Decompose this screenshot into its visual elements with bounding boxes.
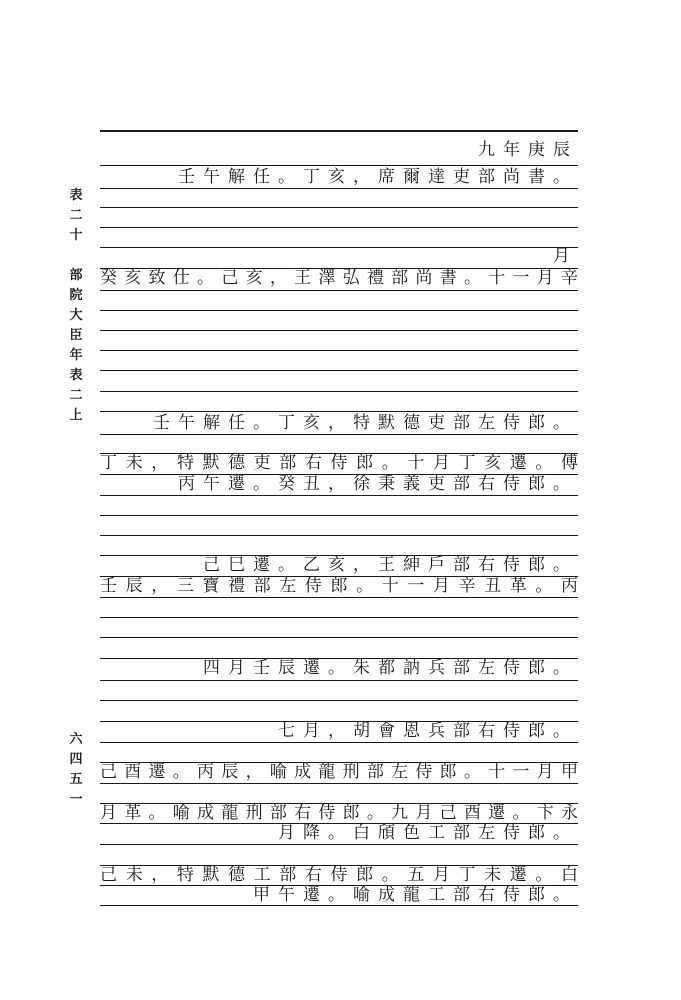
chapter-label xyxy=(66,186,86,246)
rule-line xyxy=(100,700,578,701)
title-char: 臣 xyxy=(69,328,83,343)
page-number xyxy=(66,730,86,810)
chapter-char: 表 xyxy=(69,188,83,203)
entry-line: 甲午遷。喻成龍工部右侍郎。 xyxy=(253,885,578,905)
rule-line xyxy=(100,290,578,291)
rule-line xyxy=(100,130,578,132)
title-char: 部 xyxy=(69,268,83,283)
entry-line: 丁未，特默德吏部右侍郎。十月丁亥遷。傅 xyxy=(100,453,578,473)
entry-line: 月革。喻成龍刑部右侍郎。九月己酉遷。卞永 xyxy=(100,803,578,823)
title-char: 二 xyxy=(69,388,83,403)
entry-line: 月 xyxy=(553,246,578,266)
rule-line xyxy=(100,310,578,311)
rule-line xyxy=(100,637,578,638)
entry-line: 壬午解任。丁亥，席爾達吏部尚書。 xyxy=(178,167,578,187)
rule-line xyxy=(100,370,578,371)
entry-line: 己酉遷。丙辰，喻成龍刑部左侍郎。十一月甲 xyxy=(100,762,578,782)
title-char: 表 xyxy=(69,368,83,383)
entry-line: 月降。白頎色工部左侍郎。 xyxy=(278,823,578,843)
chapter-char: 十 xyxy=(69,228,83,243)
chapter-char: 二 xyxy=(69,208,83,223)
rule-line xyxy=(100,515,578,516)
rule-line xyxy=(100,207,578,208)
rule-line xyxy=(100,330,578,331)
entry-line: 癸亥致仕。己亥，王澤弘禮部尚書。十一月辛 xyxy=(100,268,578,288)
entry-line: 丙午遷。癸丑，徐秉義吏部右侍郎。 xyxy=(178,474,578,494)
entry-line: 壬午解任。丁亥，特默德吏部左侍郎。 xyxy=(153,413,578,433)
title-char: 年 xyxy=(69,348,83,363)
rule-line xyxy=(100,350,578,351)
rule-line xyxy=(100,680,578,681)
entry-line: 己未，特默德工部右侍郎。五月丁未遷。白 xyxy=(100,865,578,885)
book-title xyxy=(66,266,86,426)
rule-line xyxy=(100,391,578,392)
rule-line xyxy=(100,227,578,228)
rule-line xyxy=(100,617,578,618)
entry-line: 四月壬辰遷。朱都訥兵部左侍郎。 xyxy=(203,658,578,678)
entry-line: 己巳遷。乙亥，王紳戶部右侍郎。 xyxy=(203,555,578,575)
page-number-char: 四 xyxy=(69,752,83,767)
page-number-char: 一 xyxy=(69,792,83,807)
title-char: 上 xyxy=(69,408,83,423)
page-number-char: 五 xyxy=(69,772,83,787)
year-heading: 九年庚辰 xyxy=(478,140,578,160)
entry-line: 壬辰，三寶禮部左侍郎。十一月辛丑革。丙 xyxy=(100,576,578,596)
title-char: 大 xyxy=(69,308,83,323)
entry-line: 七月，胡會恩兵部右侍郎。 xyxy=(278,721,578,741)
title-char: 院 xyxy=(69,288,83,303)
page-number-char: 六 xyxy=(69,732,83,747)
rule-line xyxy=(100,535,578,536)
